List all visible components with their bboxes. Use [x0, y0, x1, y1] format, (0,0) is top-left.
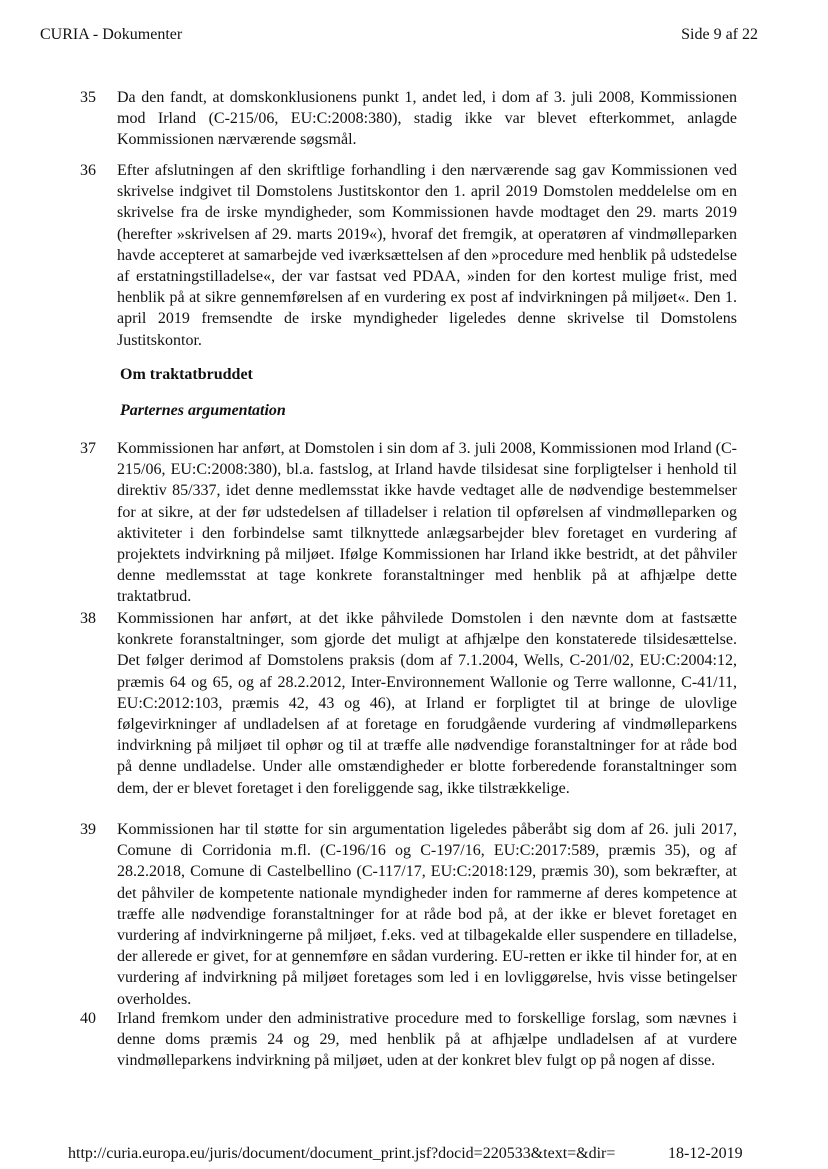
footer-date: 18-12-2019	[668, 1145, 743, 1162]
paragraph-text: Kommissionen har anført, at Domstolen i sin dom af 3. juli 2008, Kommissionen mod Irland (C-215/06, EU:C:2008:380), bl.a. fastslog, at Irland havde tilsidesat sine forpligtelser i henhold til direktiv 85/337, idet denne medlemsstat ikke havde vedtaget alle de nødvendige bestemmelser for at sikre, at der før udstedelsen af tilladelser i relation til opførelsen af vindmølleparken og aktiviteter i den forbindelse samt tilknyttede anlægsarbejder blev foretaget en vurdering af projektets indvirkning på miljøet. Ifølge Kommissionen har Irland ikke bestridt, at det påhviler denne medlemsstat at tage konkrete foranstaltninger med henblik på at afhjælpe dette traktatbrud.	[117, 440, 737, 606]
paragraph-text: Kommissionen har anført, at det ikke påhvilede Domstolen i den nævnte dom at fastsætte konkrete foranstaltninger, som gjorde det muligt at afhjælpe den konstaterede tilsidesættelse. Det følger derimod af Domstolens praksis (dom af 7.1.2004, Wells, C-201/02, EU:C:2004:12, præmis 64 og 65, og af 28.2.2012, Inter-Environnement Wallonie og Terre wallonne, C-41/11, EU:C:2012:103, præmis 42, 43 og 46), at Irland er forpligtet til at bringe de ulovlige følgevirkninger af undladelsen af at foretage en forudgående vurdering af vindmølleparkens indvirkning på miljøet til ophør og til at træffe alle nødvendige foranstaltninger for at råde bod på denne undladelse. Under alle omstændigheder er blotte forberedende foranstaltninger som dem, der er blevet foretaget i den foreliggende sag, ikke tilstrækkelige.	[117, 610, 737, 797]
header-app-title: CURIA - Dokumenter	[40, 26, 183, 43]
paragraph-number: 40	[80, 1010, 96, 1027]
paragraph-text: Irland fremkom under den administrative procedure med to forskellige forslag, som nævnes i denne doms præmis 24 og 29, med henblik på at afhjælpe undladelsen af at vurdere vindmølleparkens indvirkning på miljøet, uden at der konkret blev fulgt op på nogen af disse.	[117, 1010, 737, 1070]
paragraph-number: 37	[80, 440, 96, 457]
paragraph-number: 35	[80, 89, 96, 106]
paragraph-number: 39	[80, 821, 96, 838]
paragraph-text: Da den fandt, at domskonklusionens punkt 1, andet led, i dom af 3. juli 2008, Kommissionen mod Irland (C-215/06, EU:C:2008:380), stadig ikke var blevet efterkommet, anlagde Kommissionen nærværende søgsmål.	[117, 89, 737, 149]
section-heading: Om traktatbruddet	[120, 366, 253, 383]
footer	[68, 1145, 768, 1163]
paragraph-number: 38	[80, 610, 96, 627]
header-page-number: Side 9 af 22	[681, 26, 758, 43]
paragraph-text: Kommissionen har til støtte for sin argumentation ligeledes påberåbt sig dom af 26. juli 2017, Comune di Corridonia m.fl. (C-196/16 og C-197/16, EU:C:2017:589, præmis 35), og af 28.2.2018, Comune di Castelbellino (C-117/17, EU:C:2018:129, præmis 30), som bekræfter, at det påhviler de kompetente nationale myndigheder inden for rammerne af deres kompetence at træffe alle nødvendige foranstaltninger for at råde bod på, at der ikke er blevet foretaget en vurdering af indvirkningerne på miljøet, f.eks. ved at tilbagekalde eller suspendere en tilladelse, der allerede er givet, for at gennemføre en sådan vurdering. EU-retten er ikke til hinder for, at en vurdering af indvirkning på miljøet foretages som led i en lovliggørelse, hvis visse betingelser overholdes.	[117, 821, 737, 1008]
paragraph-number: 36	[80, 162, 96, 179]
footer-url[interactable]: http://curia.europa.eu/juris/document/document_print.jsf?docid=220533&text=&dir=	[68, 1145, 616, 1162]
paragraph-text: Efter afslutningen af den skriftlige forhandling i den nærværende sag gav Kommissionen ved skrivelse indgivet til Domstolens Justitskontor den 1. april 2019 Domstolen meddelelse om en skrivelse fra de irske myndigheder, som Kommissionen havde modtaget den 29. marts 2019 (herefter »skrivelsen af 29. marts 2019«), hvoraf det fremgik, at operatøren af vindmølleparken havde accepteret at samarbejde ved iværksættelsen af den »procedure med henblik på udstedelse af erstatningstilladelse«, der var fastsat ved PDAA, »inden for den kortest mulige frist, med henblik på at sikre gennemførelsen af en vurdering ex post af indvirkningen på miljøet«. Den 1. april 2019 fremsendte de irske myndigheder ligeledes denne skrivelse til Domstolens Justitskontor.	[117, 162, 737, 349]
subsection-heading: Parternes argumentation	[120, 402, 286, 419]
